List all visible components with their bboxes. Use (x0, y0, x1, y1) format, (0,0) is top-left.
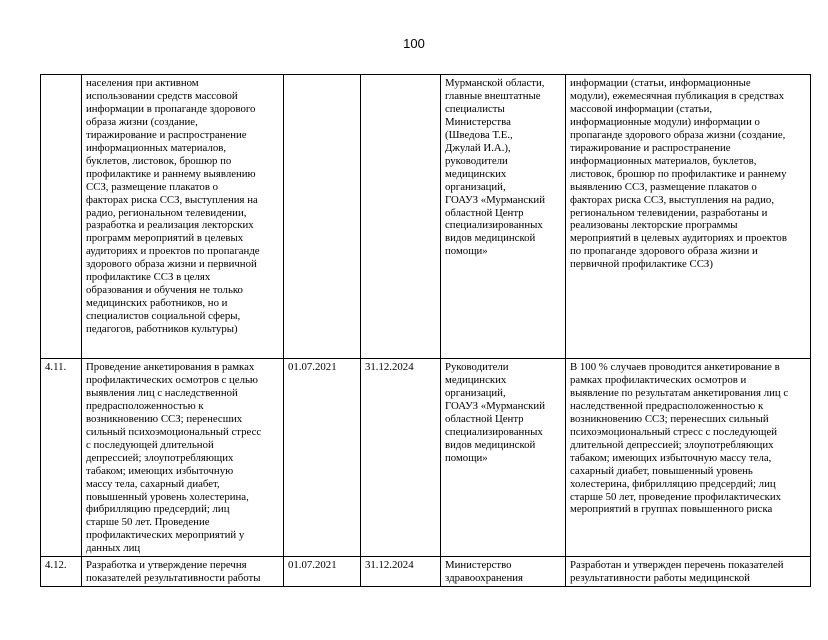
cell-result: Разработан и утвержден перечень показателей результативности работы медицинской (566, 557, 811, 587)
cell-start-date (284, 75, 361, 359)
cell-result: В 100 % случаев проводится анкетирование в рамках профилактических осмотров и выявление по результатам анкетирования лиц с наследственной предрасположенностью к возникновению ССЗ; перенесших сильный психоэмоциональный стресс с последующей длительной депрессией; злоупотребляющих табаком; имеющих избыточную массу тела, сахарный диабет, повышенный уровень холестерина, фибрилляцию предсердий; лиц старше 50 лет, проведение профилактических мероприятий в группах повышенного риска (566, 359, 811, 557)
cell-responsible: Руководители медицинских организаций, ГОАУЗ «Мурманский областной Центр специализированных видов медицинской помощи» (441, 359, 566, 557)
cell-task: населения при активном использовании средств массовой информации в пропаганде здорового образа жизни (создание, тиражирование и распространение информационных материалов, буклетов, листовок, брошюр по профилактике и раннему выявлению ССЗ, размещение плакатов о факторах риска ССЗ, выступления на радио, региональном телевидении, разработка и реализация лекторских программ мероприятий в целевых аудиториях и проектов по пропаганде здорового образа жизни и первичной профилактике ССЗ в целях образования и обучения не только медицинских работников, но и специалистов социальной сферы, педагогов, работников культуры) (82, 75, 284, 359)
page-number: 100 (403, 36, 425, 51)
cell-task: Проведение анкетирования в рамках профилактических осмотров с целью выявления лиц с наследственной предрасположенностью к возникновению ССЗ; перенесших сильный психоэмоциональный стресс с последующей длительной депрессией; злоупотребляющих табаком; имеющих избыточную массу тела, сахарный диабет, повышенный уровень холестерина, фибрилляцию предсердий; лиц старше 50 лет. Проведение профилактических мероприятий у данных лиц (82, 359, 284, 557)
cell-end-date (361, 75, 441, 359)
cell-number: 4.12. (41, 557, 82, 587)
table-row (41, 75, 811, 359)
cell-number (41, 75, 82, 359)
cell-responsible: Мурманской области, главные внештатные специалисты Министерства (Шведова Т.Е., Джулай И.А.), руководители медицинских организаций, ГОАУЗ «Мурманский областной Центр специализированных видов медицинской помощи» (441, 75, 566, 359)
cell-end-date: 31.12.2024 (361, 359, 441, 557)
cell-task: Разработка и утверждение перечня показателей результативности работы (82, 557, 284, 587)
cell-start-date: 01.07.2021 (284, 359, 361, 557)
cell-result: информации (статьи, информационные модули), ежемесячная публикация в средствах массовой информации (статьи, информационные модули) информации о пропаганде здорового образа жизни (создание, тиражирование и распространение информационных материалов, буклетов, листовок, брошюр по профилактике и раннему выявлению ССЗ, размещение плакатов о факторах риска ССЗ, выступления на радио, региональном телевидении, разработаны и реализованы лекторские программы мероприятий в целевых аудиториях и проектов по пропаганде здорового образа жизни и первичной профилактике ССЗ) (566, 75, 811, 359)
table-row (41, 557, 811, 587)
cell-number: 4.11. (41, 359, 82, 557)
cell-responsible: Министерство здравоохранения (441, 557, 566, 587)
table-row (41, 359, 811, 557)
measures-table (40, 74, 811, 587)
cell-end-date: 31.12.2024 (361, 557, 441, 587)
cell-start-date: 01.07.2021 (284, 557, 361, 587)
